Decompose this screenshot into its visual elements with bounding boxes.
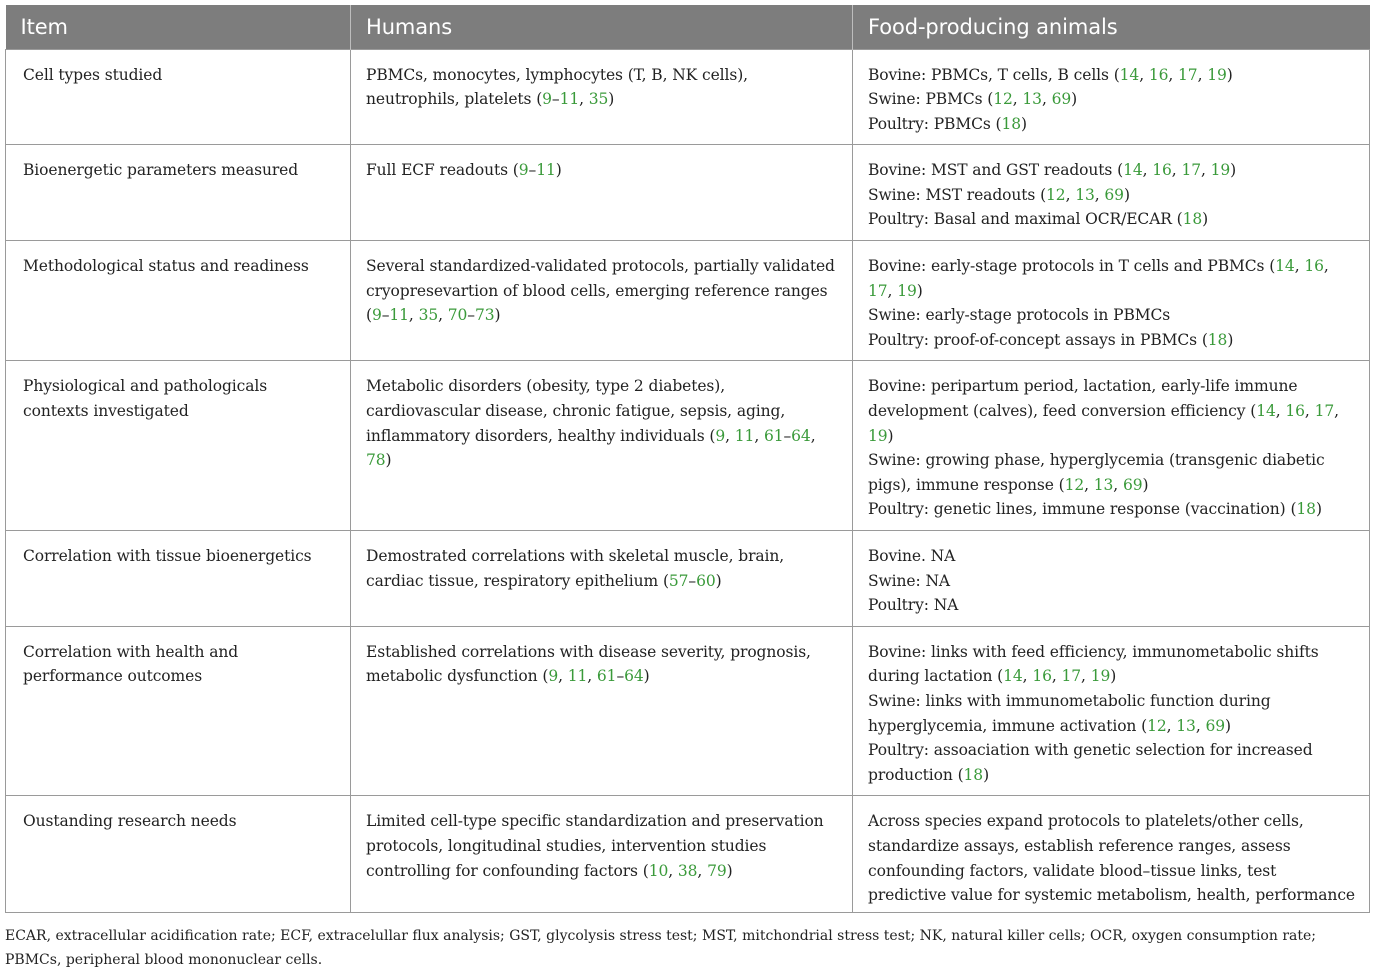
cell-text: , xyxy=(1197,65,1208,84)
table-row xyxy=(6,796,1370,912)
cell-text: Poultry: NA xyxy=(868,596,959,615)
cell-text: , xyxy=(1195,716,1206,735)
reference-link[interactable]: 17 xyxy=(1181,161,1201,180)
cell-text: – xyxy=(467,306,475,325)
reference-link[interactable]: 9 xyxy=(518,161,529,180)
species-line xyxy=(868,328,1355,353)
cell-text: , xyxy=(1142,161,1153,180)
reference-link[interactable]: 10 xyxy=(648,861,669,880)
cell-text: , xyxy=(668,861,678,880)
cell-text: , xyxy=(887,281,898,300)
species-line xyxy=(868,497,1355,522)
species-line xyxy=(868,593,1355,618)
item-cell: Bioenergetic parameters measured xyxy=(6,145,351,241)
reference-link[interactable]: 73 xyxy=(474,306,495,325)
cell-text: Swine: early-stage protocols in PBMCs xyxy=(868,306,1171,325)
cell-text: Poultry: assoaciation with genetic selection for increased production ( xyxy=(868,741,1313,784)
animals-cell xyxy=(853,796,1370,912)
cell-text: , xyxy=(1275,402,1286,421)
cell-text: Poultry: Basal and maximal OCR/ECAR ( xyxy=(868,210,1183,229)
reference-link[interactable]: 14 xyxy=(1003,667,1023,686)
cell-text: – xyxy=(616,667,625,686)
cell-text: ) xyxy=(1110,667,1117,686)
cell-text: – xyxy=(528,161,537,180)
cell-text: , xyxy=(558,667,568,686)
reference-link[interactable]: 9 xyxy=(548,667,559,686)
reference-link[interactable]: 11 xyxy=(389,306,409,325)
reference-link[interactable]: 17 xyxy=(1061,667,1082,686)
reference-link[interactable]: 16 xyxy=(1148,65,1169,84)
reference-link[interactable]: 19 xyxy=(868,426,888,445)
reference-link[interactable]: 17 xyxy=(1178,65,1198,84)
reference-link[interactable]: 69 xyxy=(1051,90,1072,109)
cell-text: Limited cell-type specific standardization and preservation protocols, longitudinal studies, intervention studies controlling for confounding factors ( xyxy=(366,812,824,880)
reference-link[interactable]: 9 xyxy=(542,90,552,109)
cell-text: , xyxy=(1200,161,1211,180)
reference-link[interactable]: 11 xyxy=(536,161,556,180)
cell-text: , xyxy=(1084,475,1094,494)
cell-text: , xyxy=(1166,716,1177,735)
cell-text: Bovine: MST and GST readouts ( xyxy=(868,161,1124,180)
cell-text: Bovine: peripartum period, lactation, early-life immune development (calves), feed conversion efficiency ( xyxy=(868,377,1298,421)
item-cell: Correlation with tissue bioenergetics xyxy=(6,531,351,627)
cell-text: ) xyxy=(608,90,615,109)
table-footnote: ECAR, extracellular acidification rate; ECF, extracelullar flux analysis; GST, glycolysis stress test; MST, mitchondrial stress test; NK, natural killer cells; OCR, oxygen consumption rate; PBMCs, peripheral blood mononuclear cells. xyxy=(5,928,1316,968)
reference-link[interactable]: 14 xyxy=(1275,257,1295,276)
reference-link[interactable]: 69 xyxy=(1122,475,1143,494)
item-cell: Oustanding research needs xyxy=(6,796,351,912)
reference-link[interactable]: 18 xyxy=(1001,114,1022,133)
species-line xyxy=(868,207,1355,232)
cell-text: , xyxy=(1065,185,1076,204)
cell-text: Several standardized-validated protocols, partially validated cryopresevartion of blood cells, emerging reference ranges ( xyxy=(366,257,835,325)
species-line xyxy=(868,640,1355,689)
cell-text: , xyxy=(579,90,589,109)
reference-link[interactable]: 18 xyxy=(963,765,984,784)
comparison-table xyxy=(5,5,1370,913)
cell-text: , xyxy=(1334,402,1339,421)
header-row xyxy=(6,5,1370,49)
cell-text: ) xyxy=(1227,330,1234,349)
cell-text: – xyxy=(551,90,560,109)
reference-link[interactable]: 79 xyxy=(707,861,727,880)
cell-text: , xyxy=(754,426,764,445)
cell-text: , xyxy=(1294,257,1305,276)
header-humans: Humans xyxy=(351,5,853,49)
species-line xyxy=(868,158,1355,183)
animals-cell xyxy=(853,49,1370,145)
reference-link[interactable]: 12 xyxy=(1046,185,1066,204)
species-line xyxy=(868,448,1355,497)
cell-text: , xyxy=(587,667,597,686)
item-cell: Cell types studied xyxy=(6,49,351,145)
cell-text: ) xyxy=(1315,500,1322,519)
cell-text: Bovine: links with feed efficiency, immunometabolic shifts during lactation ( xyxy=(868,642,1319,686)
cell-text: , xyxy=(1012,90,1023,109)
reference-link[interactable]: 17 xyxy=(1314,402,1335,421)
reference-link[interactable]: 12 xyxy=(1064,475,1085,494)
reference-link[interactable]: 78 xyxy=(366,451,386,470)
reference-link[interactable]: 61 xyxy=(596,667,617,686)
species-line xyxy=(868,689,1355,738)
animals-cell xyxy=(853,241,1370,361)
humans-cell xyxy=(351,531,853,627)
reference-link[interactable]: 19 xyxy=(897,281,917,300)
cell-text: , xyxy=(1139,65,1149,84)
reference-link[interactable]: 64 xyxy=(791,426,811,445)
species-line xyxy=(868,303,1355,328)
cell-text: ) xyxy=(1226,65,1233,84)
reference-link[interactable]: 18 xyxy=(1296,500,1316,519)
reference-link[interactable]: 64 xyxy=(624,667,644,686)
reference-link[interactable]: 19 xyxy=(1090,667,1111,686)
species-line xyxy=(868,254,1355,303)
cell-text: , xyxy=(1304,402,1315,421)
item-cell: Methodological status and readiness xyxy=(6,241,351,361)
cell-text: ) xyxy=(1230,161,1237,180)
cell-text: Swine: MST readouts ( xyxy=(868,185,1047,204)
species-line xyxy=(868,569,1355,594)
species-line xyxy=(868,809,1355,907)
reference-link[interactable]: 13 xyxy=(1093,475,1114,494)
header-item: Item xyxy=(6,5,351,49)
reference-link[interactable]: 19 xyxy=(1207,65,1227,84)
reference-link[interactable]: 13 xyxy=(1022,90,1042,109)
reference-link[interactable]: 57 xyxy=(668,571,689,590)
table-row xyxy=(6,626,1370,796)
cell-text: , xyxy=(697,861,708,880)
reference-link[interactable]: 35 xyxy=(588,90,609,109)
cell-text: ) xyxy=(916,281,923,300)
reference-link[interactable]: 16 xyxy=(1304,257,1324,276)
humans-cell xyxy=(351,145,853,241)
cell-text: PBMCs, monocytes, lymphocytes (T, B, NK cells), neutrophils, platelets ( xyxy=(366,65,748,109)
cell-text: Swine: NA xyxy=(868,571,951,590)
species-line xyxy=(868,183,1355,208)
humans-cell xyxy=(351,49,853,145)
table-row xyxy=(6,361,1370,531)
cell-text: ) xyxy=(1202,210,1209,229)
species-line xyxy=(868,112,1355,137)
cell-text: , xyxy=(1022,667,1033,686)
cell-text: , xyxy=(1171,161,1182,180)
reference-link[interactable]: 60 xyxy=(696,571,716,590)
reference-link[interactable]: 12 xyxy=(1147,716,1167,735)
species-line xyxy=(868,63,1355,88)
cell-text: Poultry: genetic lines, immune response (vaccination) ( xyxy=(868,500,1297,519)
table-row xyxy=(6,49,1370,145)
humans-cell xyxy=(351,241,853,361)
humans-cell xyxy=(351,626,853,796)
cell-text: ) xyxy=(983,765,990,784)
reference-link[interactable]: 18 xyxy=(1182,210,1203,229)
cell-text: ) xyxy=(1071,90,1078,109)
item-cell: Physiological and pathologicals contexts investigated xyxy=(6,361,351,531)
header-animals: Food-producing animals xyxy=(853,5,1370,49)
cell-text: Swine: growing phase, hyperglycemia (transgenic diabetic pigs), immune response ( xyxy=(868,451,1325,494)
cell-text: , xyxy=(1113,475,1123,494)
cell-text: , xyxy=(1041,90,1052,109)
item-cell: Correlation with health and performance outcomes xyxy=(6,626,351,796)
cell-text: , xyxy=(725,426,735,445)
species-line xyxy=(868,738,1355,787)
cell-text: Demostrated correlations with skeletal muscle, brain, cardiac tissue, respiratory epithelium ( xyxy=(366,547,785,590)
cell-text: , xyxy=(1051,667,1062,686)
cell-text: Established correlations with disease severity, prognosis, metabolic dysfunction ( xyxy=(366,642,811,686)
reference-link[interactable]: 12 xyxy=(993,90,1013,109)
cell-text: ) xyxy=(726,861,733,880)
reference-link[interactable]: 13 xyxy=(1176,716,1196,735)
cell-text: , xyxy=(810,426,816,445)
reference-link[interactable]: 16 xyxy=(1032,667,1052,686)
reference-link[interactable]: 35 xyxy=(418,306,439,325)
reference-link[interactable]: 13 xyxy=(1075,185,1095,204)
cell-text: Bovine: PBMCs, T cells, B cells ( xyxy=(868,65,1120,84)
table-row xyxy=(6,241,1370,361)
humans-cell xyxy=(351,796,853,912)
reference-link[interactable]: 69 xyxy=(1104,185,1124,204)
reference-link[interactable]: 14 xyxy=(1123,161,1143,180)
cell-text: ) xyxy=(385,451,392,470)
cell-text: , xyxy=(1081,667,1091,686)
cell-text: Swine: links with immunometabolic function during hyperglycemia, immune activation ( xyxy=(868,691,1271,735)
humans-cell xyxy=(351,361,853,531)
species-line xyxy=(868,87,1355,112)
cell-text: ) xyxy=(555,161,562,180)
cell-text: ) xyxy=(1142,475,1149,494)
reference-link[interactable]: 16 xyxy=(1285,402,1305,421)
reference-link[interactable]: 69 xyxy=(1205,716,1225,735)
cell-text: ) xyxy=(1123,185,1130,204)
cell-text: – xyxy=(783,426,792,445)
cell-text: ) xyxy=(715,571,722,590)
cell-text: , xyxy=(1323,257,1329,276)
reference-link[interactable]: 14 xyxy=(1256,402,1276,421)
reference-link[interactable]: 11 xyxy=(734,426,755,445)
reference-link[interactable]: 70 xyxy=(447,306,468,325)
cell-text: ) xyxy=(1225,716,1231,735)
reference-link[interactable]: 19 xyxy=(1210,161,1231,180)
reference-link[interactable]: 17 xyxy=(868,281,888,300)
table-row xyxy=(6,145,1370,241)
cell-text: , xyxy=(1094,185,1105,204)
cell-text: , xyxy=(438,306,448,325)
cell-text: Bovine. NA xyxy=(868,547,956,565)
animals-cell xyxy=(853,626,1370,796)
animals-cell xyxy=(853,361,1370,531)
cell-text: – xyxy=(688,571,697,590)
reference-link[interactable]: 38 xyxy=(677,861,698,880)
cell-text: Swine: PBMCs ( xyxy=(868,90,994,109)
cell-text: Poultry: PBMCs ( xyxy=(868,114,1002,133)
cell-text: Poultry: proof-of-concept assays in PBMCs ( xyxy=(868,330,1208,349)
reference-link[interactable]: 14 xyxy=(1119,65,1140,84)
reference-link[interactable]: 18 xyxy=(1207,330,1228,349)
reference-link[interactable]: 9 xyxy=(371,306,382,325)
animals-cell xyxy=(853,145,1370,241)
cell-text: ) xyxy=(643,667,650,686)
cell-text: Metabolic disorders (obesity, type 2 diabetes), cardiovascular disease, chronic fatigue, sepsis, aging, inflammatory disorders, healthy individuals ( xyxy=(366,377,786,445)
cell-text: – xyxy=(381,306,390,325)
cell-text: Across species expand protocols to platelets/other cells, standardize assays, establish reference ranges, assess confounding factors, validate blood–tissue links, test predictive value for systemic metabolism, health, performance xyxy=(868,812,1355,905)
cell-text: , xyxy=(1168,65,1179,84)
cell-text: ) xyxy=(494,306,501,325)
reference-link[interactable]: 11 xyxy=(559,90,580,109)
species-line xyxy=(868,544,1355,569)
cell-text: , xyxy=(408,306,419,325)
cell-text: ) xyxy=(1021,114,1027,133)
reference-link[interactable]: 11 xyxy=(567,667,588,686)
species-line xyxy=(868,374,1355,448)
cell-text: Bovine: early-stage protocols in T cells and PBMCs ( xyxy=(868,257,1276,276)
table-row xyxy=(6,531,1370,627)
animals-cell xyxy=(853,531,1370,627)
reference-link[interactable]: 61 xyxy=(763,426,784,445)
cell-text: Full ECF readouts ( xyxy=(366,161,519,180)
reference-link[interactable]: 9 xyxy=(715,426,726,445)
cell-text: ) xyxy=(887,426,894,445)
reference-link[interactable]: 16 xyxy=(1152,161,1172,180)
